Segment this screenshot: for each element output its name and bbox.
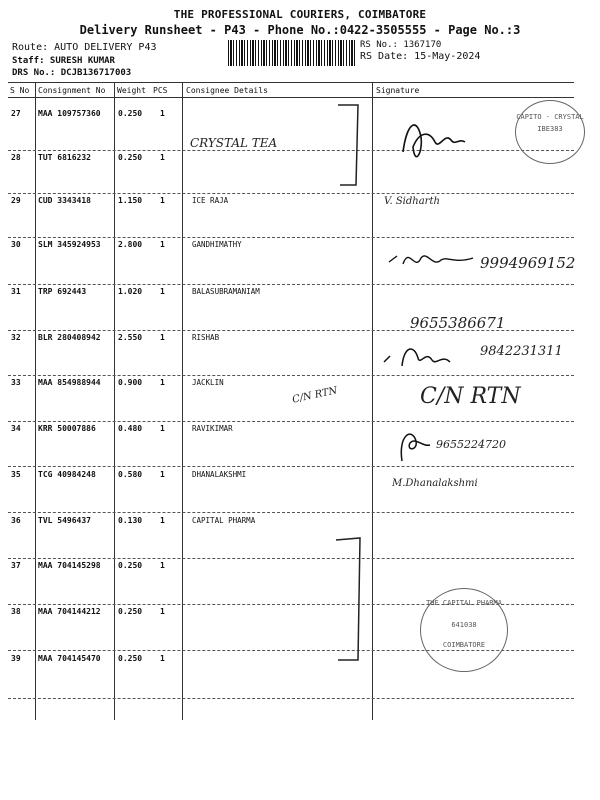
row-weight: 0.480 xyxy=(118,424,143,433)
row-pcs: 1 xyxy=(160,287,165,296)
row-consignment: TUT 6816232 xyxy=(38,153,91,162)
row-weight: 0.250 xyxy=(118,654,143,663)
row-weight: 0.580 xyxy=(118,470,143,479)
drs-number: DRS No.: DCJB136717003 xyxy=(12,68,132,78)
row-pcs: 1 xyxy=(160,153,165,162)
row-consignment: SLM 345924953 xyxy=(38,240,101,249)
rs-date: RS Date: 15-May-2024 xyxy=(360,51,481,62)
row-consignment: MAA 704145470 xyxy=(38,654,101,663)
row-weight: 0.250 xyxy=(118,607,143,616)
row-sno: 34 xyxy=(11,424,21,433)
row-pcs: 1 xyxy=(160,470,165,479)
row-consignee: ICE RAJA xyxy=(192,196,229,205)
table-header-line xyxy=(8,97,574,98)
row-sno: 28 xyxy=(11,153,21,162)
row-pcs: 1 xyxy=(160,654,165,663)
row-weight: 0.250 xyxy=(118,153,143,162)
row-consignment: TVL 5496437 xyxy=(38,516,91,525)
col-divider xyxy=(114,82,115,720)
col-header-pcs: PCS xyxy=(153,86,168,95)
bracket-mark xyxy=(330,100,370,190)
runsheet-subtitle: Delivery Runsheet - P43 - Phone No.:0422-3505555 - Page No.:3 xyxy=(79,23,521,37)
row-consignment: MAA 109757360 xyxy=(38,109,101,118)
handwritten-sidharth: V. Sidharth xyxy=(384,196,440,207)
col-header-weight: Weight xyxy=(117,86,146,95)
row-pcs: 1 xyxy=(160,378,165,387)
handwritten-phone-32: 9842231311 xyxy=(480,344,563,359)
row-consignment: MAA 704144212 xyxy=(38,607,101,616)
row-separator xyxy=(8,421,574,422)
row-pcs: 1 xyxy=(160,240,165,249)
row-consignee: RAVIKIMAR xyxy=(192,424,233,433)
row-sno: 27 xyxy=(11,109,21,118)
row-pcs: 1 xyxy=(160,607,165,616)
col-header-consignment: Consignment No xyxy=(38,86,106,95)
staff-label: Staff: SURESH KUMAR xyxy=(12,56,115,66)
table-top-line xyxy=(8,82,574,83)
row-consignee: JACKLIN xyxy=(192,378,224,387)
row-sno: 30 xyxy=(11,240,21,249)
row-separator xyxy=(8,150,574,151)
handwritten-phone-34: 9655224720 xyxy=(436,438,506,451)
row-pcs: 1 xyxy=(160,561,165,570)
barcode xyxy=(228,40,356,66)
row-sno: 33 xyxy=(11,378,21,387)
handwritten-cin-rtn: C/N RTN xyxy=(420,384,521,409)
signature-30 xyxy=(385,244,480,274)
row-consignment: TCG 40984248 xyxy=(38,470,96,479)
company-title: THE PROFESSIONAL COURIERS, COIMBATORE xyxy=(173,8,427,21)
crystal-stamp: CAPITO · CRYSTAL IBE383 xyxy=(515,100,585,164)
row-consignment: TRP 692443 xyxy=(38,287,87,296)
row-consignee: DHANALAKSHMI xyxy=(192,470,247,479)
col-header-signature: Signature xyxy=(376,86,420,95)
row-separator xyxy=(8,466,574,467)
row-pcs: 1 xyxy=(160,109,165,118)
route-label: Route: AUTO DELIVERY P43 xyxy=(12,42,157,53)
row-sno: 38 xyxy=(11,607,21,616)
row-weight: 0.900 xyxy=(118,378,143,387)
row-separator xyxy=(8,237,574,238)
bracket-mark-2 xyxy=(330,520,370,670)
signature-34 xyxy=(392,425,437,465)
handwritten-cin-small: C/N RTN xyxy=(291,385,339,406)
row-pcs: 1 xyxy=(160,516,165,525)
row-separator xyxy=(8,193,574,194)
row-sno: 32 xyxy=(11,333,21,342)
row-consignee: RISHAB xyxy=(192,333,220,342)
row-weight: 0.130 xyxy=(118,516,143,525)
row-consignee: GANDHIMATHY xyxy=(192,240,242,249)
row-consignment: BLR 280408942 xyxy=(38,333,101,342)
row-consignee: CAPITAL PHARMA xyxy=(192,516,256,525)
col-divider xyxy=(182,82,183,720)
row-separator xyxy=(8,558,574,559)
row-pcs: 1 xyxy=(160,196,165,205)
row-sno: 39 xyxy=(11,654,21,663)
row-sno: 36 xyxy=(11,516,21,525)
row-sno: 35 xyxy=(11,470,21,479)
row-consignment: CUD 3343418 xyxy=(38,196,91,205)
handwritten-phone-31: 9655386671 xyxy=(410,314,506,332)
row-pcs: 1 xyxy=(160,424,165,433)
row-separator xyxy=(8,512,574,513)
row-sno: 37 xyxy=(11,561,21,570)
row-separator xyxy=(8,284,574,285)
handwritten-phone-30: 9994969152 xyxy=(480,254,576,272)
row-pcs: 1 xyxy=(160,333,165,342)
row-consignment: KRR 50007886 xyxy=(38,424,96,433)
col-header-sno: S No xyxy=(10,86,30,95)
rs-number: RS No.: 1367170 xyxy=(360,40,442,50)
row-weight: 0.250 xyxy=(118,109,143,118)
row-sno: 31 xyxy=(11,287,21,296)
col-divider xyxy=(372,82,373,720)
row-weight: 2.800 xyxy=(118,240,143,249)
signature-32 xyxy=(380,340,470,372)
row-weight: 1.150 xyxy=(118,196,143,205)
row-consignment: MAA 854988944 xyxy=(38,378,101,387)
col-header-consignee: Consignee Details xyxy=(186,86,268,95)
handwritten-dhana-sign: M.Dhanalakshmi xyxy=(392,478,478,489)
row-weight: 1.020 xyxy=(118,287,143,296)
row-weight: 2.550 xyxy=(118,333,143,342)
row-consignee: BALASUBRAMANIAM xyxy=(192,287,260,296)
col-divider xyxy=(35,82,36,720)
row-consignment: MAA 704145298 xyxy=(38,561,101,570)
row-sno: 29 xyxy=(11,196,21,205)
row-separator xyxy=(8,698,574,699)
row-separator xyxy=(8,375,574,376)
pharma-stamp: THE CAPITAL PHARMA 641038 COIMBATORE xyxy=(420,588,508,672)
handwritten-crystal-tea: CRYSTAL TEA xyxy=(190,136,278,150)
row-weight: 0.250 xyxy=(118,561,143,570)
signature-27 xyxy=(395,112,470,172)
